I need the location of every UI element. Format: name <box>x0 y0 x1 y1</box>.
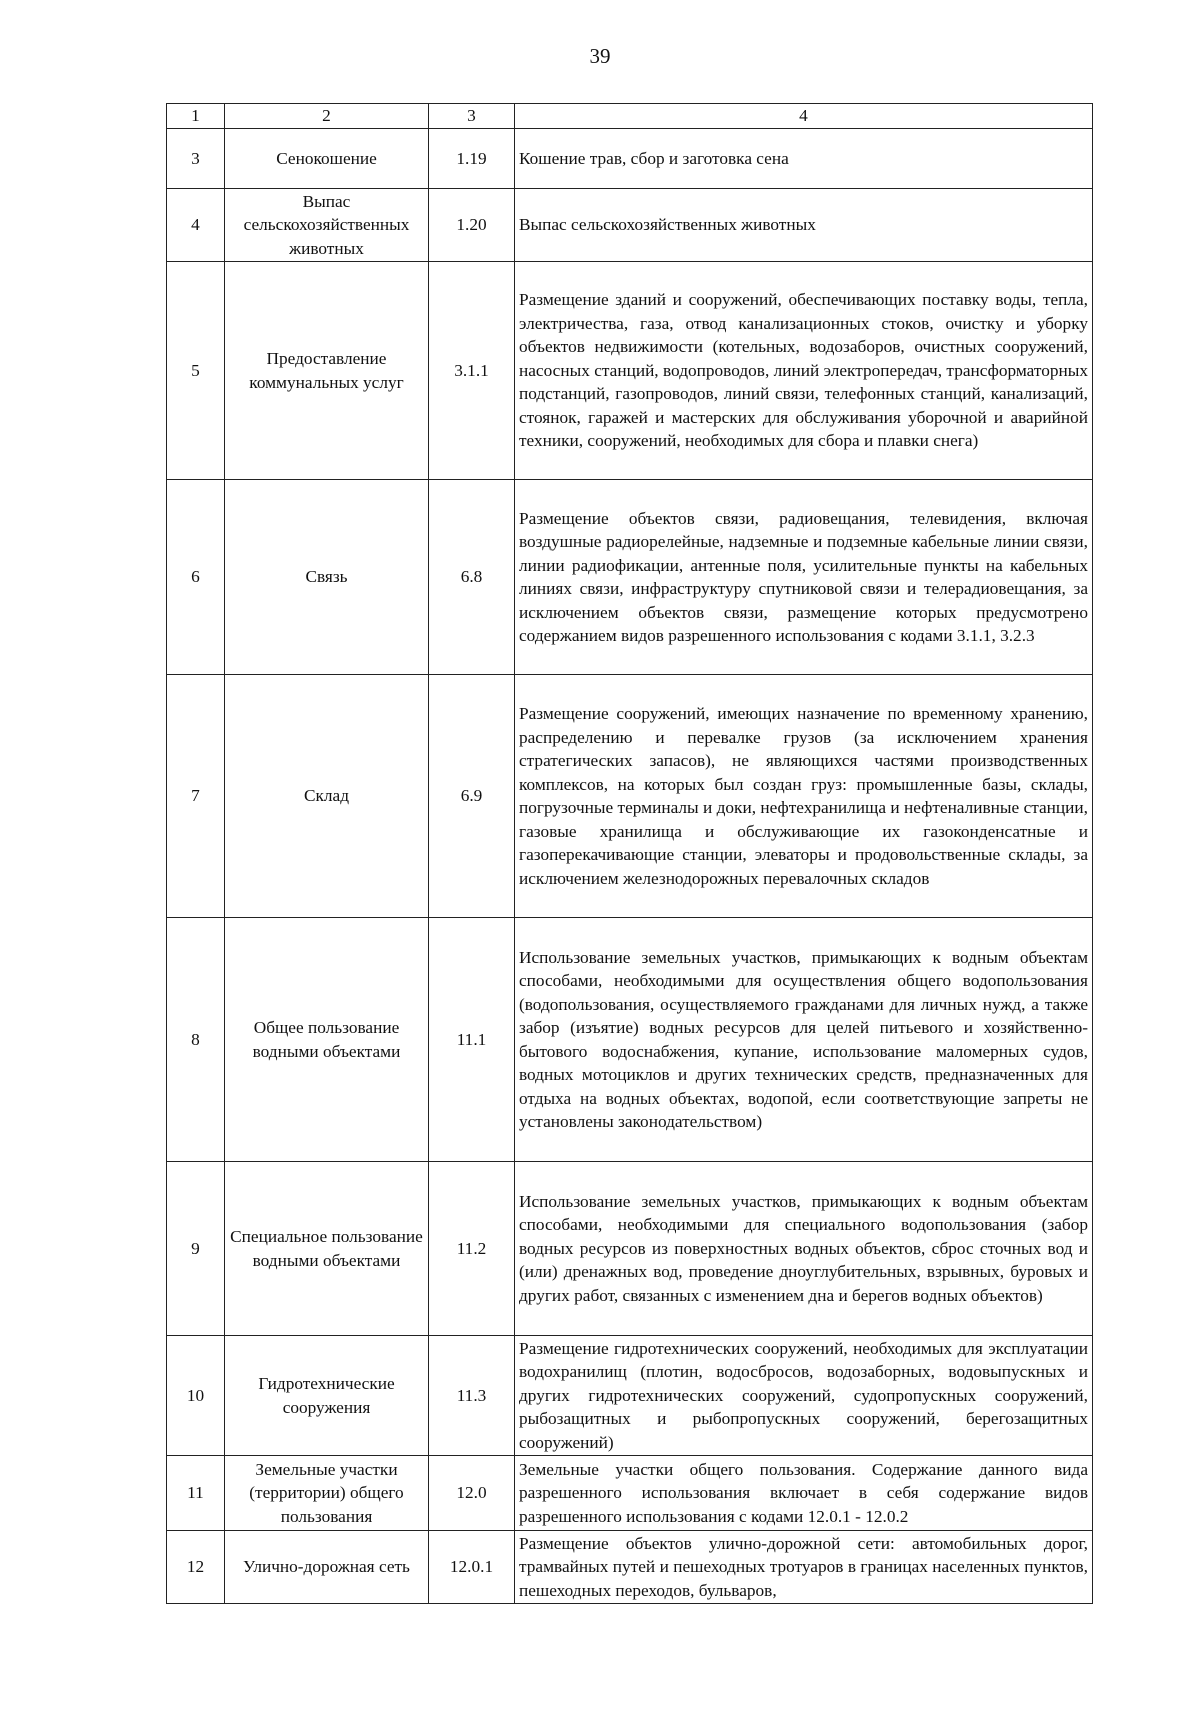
land-use-code: 6.9 <box>429 675 515 918</box>
table-row <box>167 1336 1093 1456</box>
table-row <box>167 189 1093 262</box>
land-use-code: 11.3 <box>429 1336 515 1456</box>
table-row <box>167 262 1093 480</box>
land-use-code: 12.0 <box>429 1456 515 1531</box>
header-cell: 4 <box>515 104 1093 129</box>
table-row <box>167 480 1093 675</box>
table-row <box>167 1531 1093 1604</box>
land-use-description: Размещение объектов улично-дорожной сети: автомобильных дорог, трамвайных путей и пешеходных тротуаров в границах населенных пунктов, пешеходных переходов, бульваров, <box>515 1531 1093 1604</box>
row-number: 10 <box>167 1336 225 1456</box>
table-row <box>167 129 1093 189</box>
table-row <box>167 675 1093 918</box>
land-use-code: 11.2 <box>429 1162 515 1336</box>
row-number: 9 <box>167 1162 225 1336</box>
row-number: 8 <box>167 918 225 1162</box>
land-use-name: Сенокошение <box>225 129 429 189</box>
land-use-name: Земельные участки (территории) общего пользования <box>225 1456 429 1531</box>
land-use-description: Земельные участки общего пользования. Содержание данного вида разрешенного использования включает в себя содержание видов разрешенного использования с кодами 12.0.1 - 12.0.2 <box>515 1456 1093 1531</box>
land-use-name: Связь <box>225 480 429 675</box>
land-use-table <box>166 103 1093 1604</box>
header-cell: 2 <box>225 104 429 129</box>
land-use-name: Предоставление коммунальных услуг <box>225 262 429 480</box>
land-use-code: 3.1.1 <box>429 262 515 480</box>
row-number: 7 <box>167 675 225 918</box>
land-use-name: Выпас сельскохозяйственных животных <box>225 189 429 262</box>
land-use-name: Общее пользование водными объектами <box>225 918 429 1162</box>
land-use-description: Использование земельных участков, примыкающих к водным объектам способами, необходимыми для специального водопользования (забор водных ресурсов из поверхностных водных объектов, сброс сточных вод и (или) дренажных вод, проведение дноуглубительных, взрывных, буровых и других работ, связанных с изменением дна и берегов водных объектов) <box>515 1162 1093 1336</box>
table-row <box>167 1162 1093 1336</box>
row-number: 6 <box>167 480 225 675</box>
land-use-code: 12.0.1 <box>429 1531 515 1604</box>
row-number: 3 <box>167 129 225 189</box>
row-number: 11 <box>167 1456 225 1531</box>
row-number: 5 <box>167 262 225 480</box>
row-number: 12 <box>167 1531 225 1604</box>
table-row <box>167 918 1093 1162</box>
row-number: 4 <box>167 189 225 262</box>
land-use-description: Размещение сооружений, имеющих назначение по временному хранению, распределению и перевалке грузов (за исключением хранения стратегических запасов), не являющихся частями производственных комплексов, на которых был создан груз: промышленные базы, склады, погрузочные терминалы и доки, нефтехранилища и нефтеналивные станции, газовые хранилища и обслуживающие их газоконденсатные и газоперекачивающие станции, элеваторы и продовольственные склады, за исключением железнодорожных перевалочных складов <box>515 675 1093 918</box>
land-use-description: Размещение зданий и сооружений, обеспечивающих поставку воды, тепла, электричества, газа, отвод канализационных стоков, очистку и уборку объектов недвижимости (котельных, водозаборов, очистных сооружений, насосных станций, водопроводов, линий электропередач, трансформаторных подстанций, газопроводов, линий связи, телефонных станций, канализаций, стоянок, гаражей и мастерских для обслуживания уборочной и аварийной техники, сооружений, необходимых для сбора и плавки снега) <box>515 262 1093 480</box>
land-use-name: Улично-дорожная сеть <box>225 1531 429 1604</box>
page-number: 39 <box>589 44 611 68</box>
land-use-name: Гидротехнические сооружения <box>225 1336 429 1456</box>
table-header-row <box>167 104 1093 129</box>
land-use-description: Размещение объектов связи, радиовещания, телевидения, включая воздушные радиорелейные, надземные и подземные кабельные линии связи, линии радиофикации, антенные поля, усилительные пункты на кабельных линиях связи, инфраструктуру спутниковой связи и телерадиовещания, за исключением объектов связи, размещение которых предусмотрено содержанием видов разрешенного использования с кодами 3.1.1, 3.2.3 <box>515 480 1093 675</box>
header-cell: 1 <box>167 104 225 129</box>
land-use-description: Использование земельных участков, примыкающих к водным объектам способами, необходимыми для осуществления общего водопользования (водопользования, осуществляемого гражданами для личных нужд, а также забор (изъятие) водных ресурсов для целей питьевого и хозяйственно-бытового водоснабжения, купание, использование маломерных судов, водных мотоциклов и других технических средств, предназначенных для отдыха на водных объектах, водопой, если соответствующие запреты не установлены законодательством) <box>515 918 1093 1162</box>
land-use-description: Размещение гидротехнических сооружений, необходимых для эксплуатации водохранилищ (плотин, водосбросов, водозаборных, водовыпускных и других гидротехнических сооружений, судопропускных сооружений, рыбозащитных и рыбопропускных сооружений, берегозащитных сооружений) <box>515 1336 1093 1456</box>
land-use-code: 11.1 <box>429 918 515 1162</box>
land-use-code: 1.20 <box>429 189 515 262</box>
header-cell: 3 <box>429 104 515 129</box>
land-use-code: 6.8 <box>429 480 515 675</box>
land-use-name: Склад <box>225 675 429 918</box>
land-use-name: Специальное пользование водными объектами <box>225 1162 429 1336</box>
land-use-code: 1.19 <box>429 129 515 189</box>
land-use-description: Кошение трав, сбор и заготовка сена <box>515 129 1093 189</box>
land-use-description: Выпас сельскохозяйственных животных <box>515 189 1093 262</box>
table-row <box>167 1456 1093 1531</box>
